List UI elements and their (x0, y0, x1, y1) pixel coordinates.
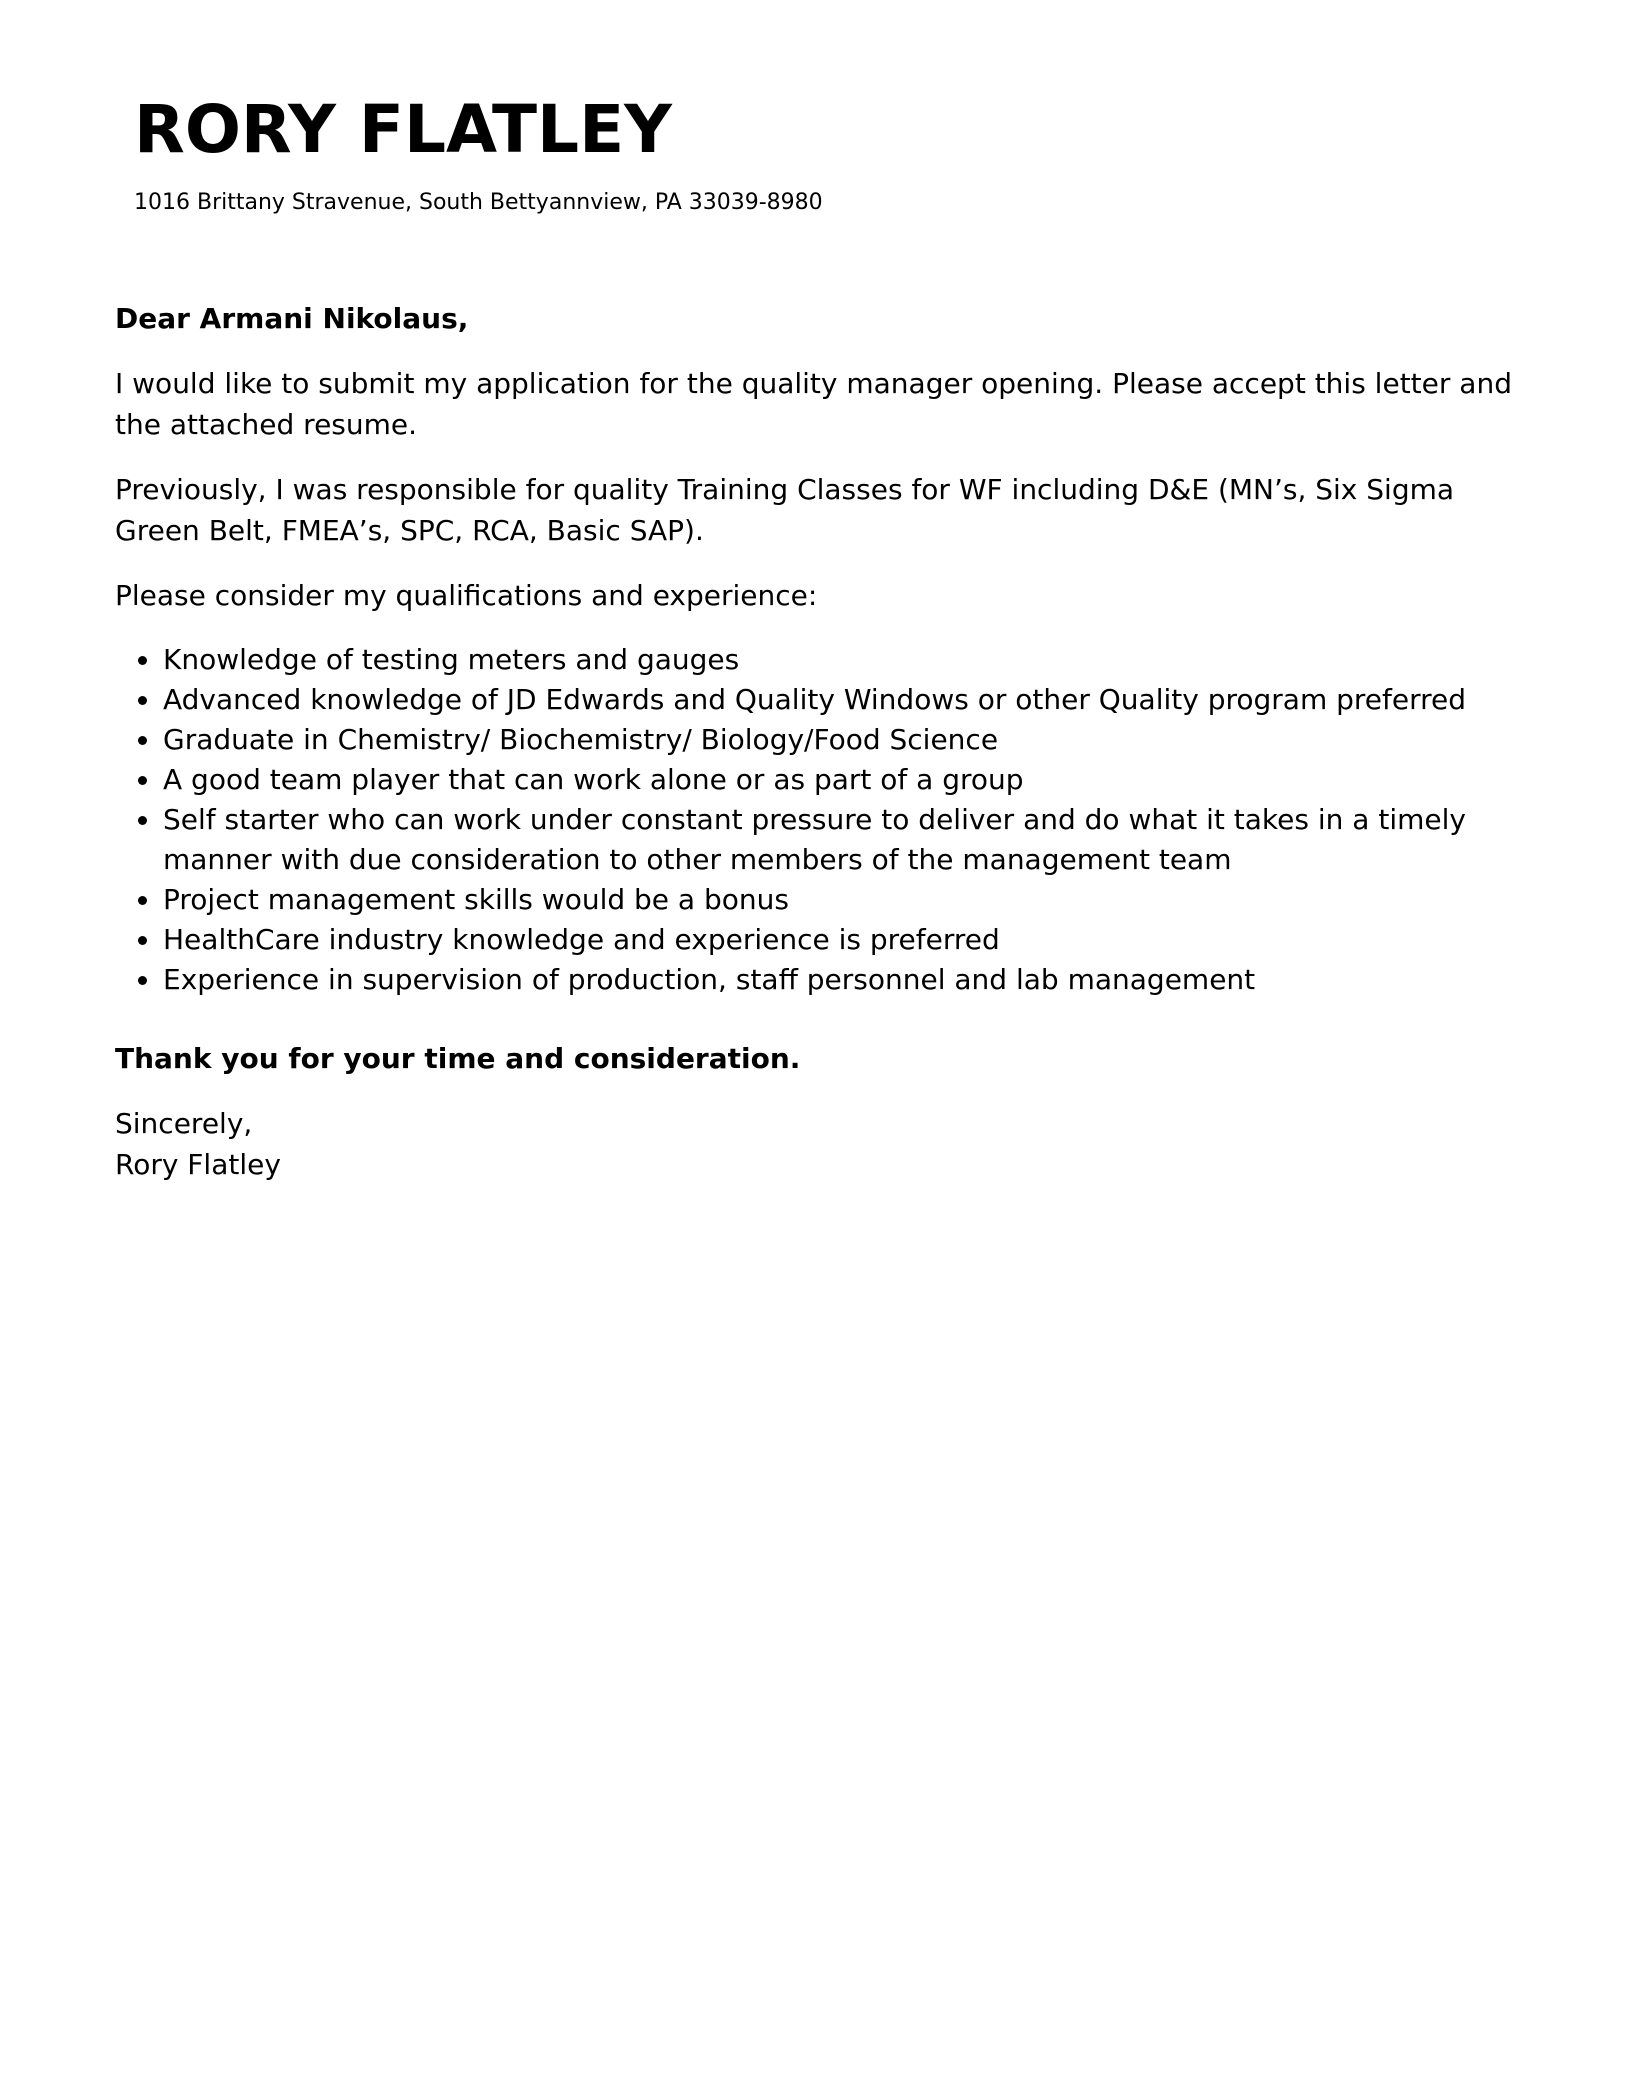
paragraph-intro: I would like to submit my application for the quality manager opening. Please accept this letter and the attached resume. (115, 367, 1512, 441)
list-item: Advanced knowledge of JD Edwards and Quality Windows or other Quality program preferred (163, 680, 1515, 720)
letter-header (134, 90, 1434, 218)
list-item: HealthCare industry knowledge and experience is preferred (163, 920, 1515, 960)
list-item: A good team player that can work alone or as part of a group (163, 760, 1515, 800)
qualifications-intro: Please consider my qualifications and experience: (115, 579, 818, 612)
signature: Rory Flatley (115, 1148, 281, 1181)
list-item: Project management skills would be a bonus (163, 880, 1515, 920)
list-item: Self starter who can work under constant pressure to deliver and do what it takes in a timely manner with due consideration to other members of the management team (163, 800, 1515, 880)
list-item: Graduate in Chemistry/ Biochemistry/ Biology/Food Science (163, 720, 1515, 760)
list-item: Knowledge of testing meters and gauges (163, 640, 1515, 680)
greeting: Dear Armani Nikolaus, (115, 302, 469, 335)
applicant-address: 1016 Brittany Stravenue, South Bettyannview, PA 33039-8980 (134, 190, 823, 215)
thanks-line: Thank you for your time and consideration. (115, 1042, 801, 1075)
applicant-name: RORY FLATLEY (134, 91, 672, 168)
letter-body (115, 298, 1515, 1185)
paragraph-experience: Previously, I was responsible for quality Training Classes for WF including D&E (MN’s, Six Sigma Green Belt, FMEA’s, SPC, RCA, Basic SAP). (115, 473, 1455, 547)
list-item: Experience in supervision of production, staff personnel and lab management (163, 960, 1515, 1000)
closing-line: Sincerely, (115, 1107, 253, 1140)
qualifications-list (115, 640, 1515, 1000)
